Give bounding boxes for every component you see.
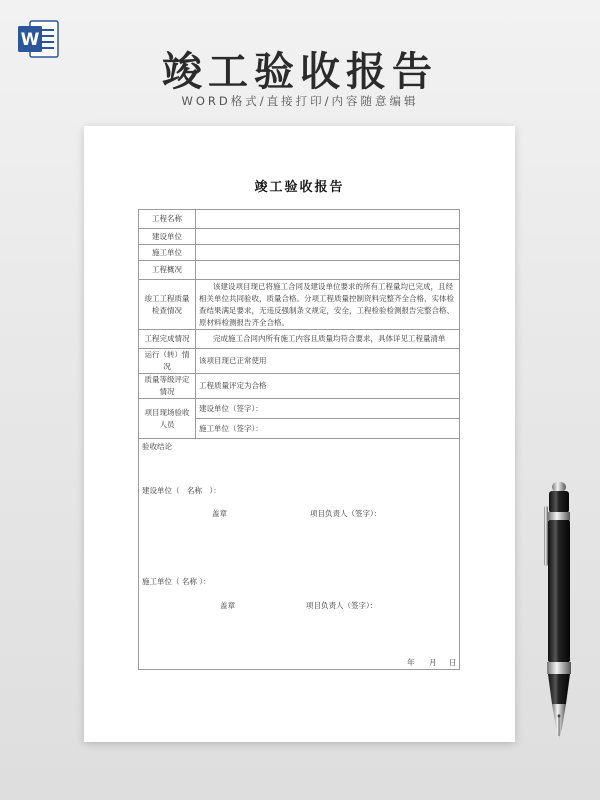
conclusion-heading: 验收结论	[142, 442, 172, 451]
conclusion-seal-1: 盖章	[212, 509, 227, 518]
text-quality-check[interactable]: 该建设项目现已将施工合同及建设单位要求的所有工程量均已完成，且经相关单位共同验收，质量合格。分项工程质量控制资料完整齐全合格、实体检查结果满足要求，无违反强制条文规定，安全，工程检验检测报告完整合格、原材料检测报告齐全合格。	[196, 280, 460, 330]
conclusion-leader-2: 项目负责人（签字）：	[306, 601, 378, 610]
banner-subtitle: WORD格式/直接打印/内容随意编辑	[181, 94, 419, 108]
sign-contractor-unit[interactable]: 施工单位（签字）：	[196, 419, 460, 439]
document-page	[84, 126, 515, 742]
label-acceptance-staff: 项目现场验收人员	[139, 399, 196, 439]
field-construction-unit[interactable]	[196, 229, 460, 245]
field-project-name[interactable]	[196, 210, 460, 229]
label-contractor-unit: 施工单位	[139, 245, 196, 261]
date-year: 年	[407, 658, 415, 667]
banner-title: 竣工验收报告	[162, 49, 438, 95]
word-icon-letter: W	[20, 30, 40, 50]
label-quality-grade: 质量等级评定情况	[139, 374, 196, 399]
date-day: 日	[449, 658, 457, 667]
label-construction-unit: 建设单位	[139, 229, 196, 245]
label-project-overview: 工程概况	[139, 261, 196, 280]
sign-construction-unit[interactable]: 建设单位（签字）：	[196, 399, 460, 419]
conclusion-construction-unit: 建设单位（ 名称 ）：	[142, 486, 221, 495]
field-project-overview[interactable]	[196, 261, 460, 280]
label-completion: 工程完成情况	[139, 330, 196, 349]
date-month: 月	[429, 658, 437, 667]
label-operation: 运行（转）情况	[139, 349, 196, 374]
conclusion-seal-2: 盖章	[220, 601, 235, 610]
text-completion[interactable]: 完成施工合同内所有施工内容且质量均符合要求，具体详见工程量清单	[196, 330, 460, 349]
report-form-table	[138, 209, 460, 670]
conclusion-contractor-unit: 施工单位（ 名称 ）：	[142, 577, 211, 586]
conclusion-section[interactable]	[139, 439, 460, 670]
fountain-pen-icon	[538, 482, 578, 740]
conclusion-leader-1: 项目负责人（签字）：	[310, 509, 382, 518]
text-operation[interactable]: 该项目现已正常使用	[196, 349, 460, 374]
label-project-name: 工程名称	[139, 210, 196, 229]
document-title: 竣工验收报告	[254, 180, 345, 195]
field-contractor-unit[interactable]	[196, 245, 460, 261]
text-quality-grade[interactable]: 工程质量评定为合格	[196, 374, 460, 399]
label-quality-check: 竣工工程质量检查情况	[139, 280, 196, 330]
